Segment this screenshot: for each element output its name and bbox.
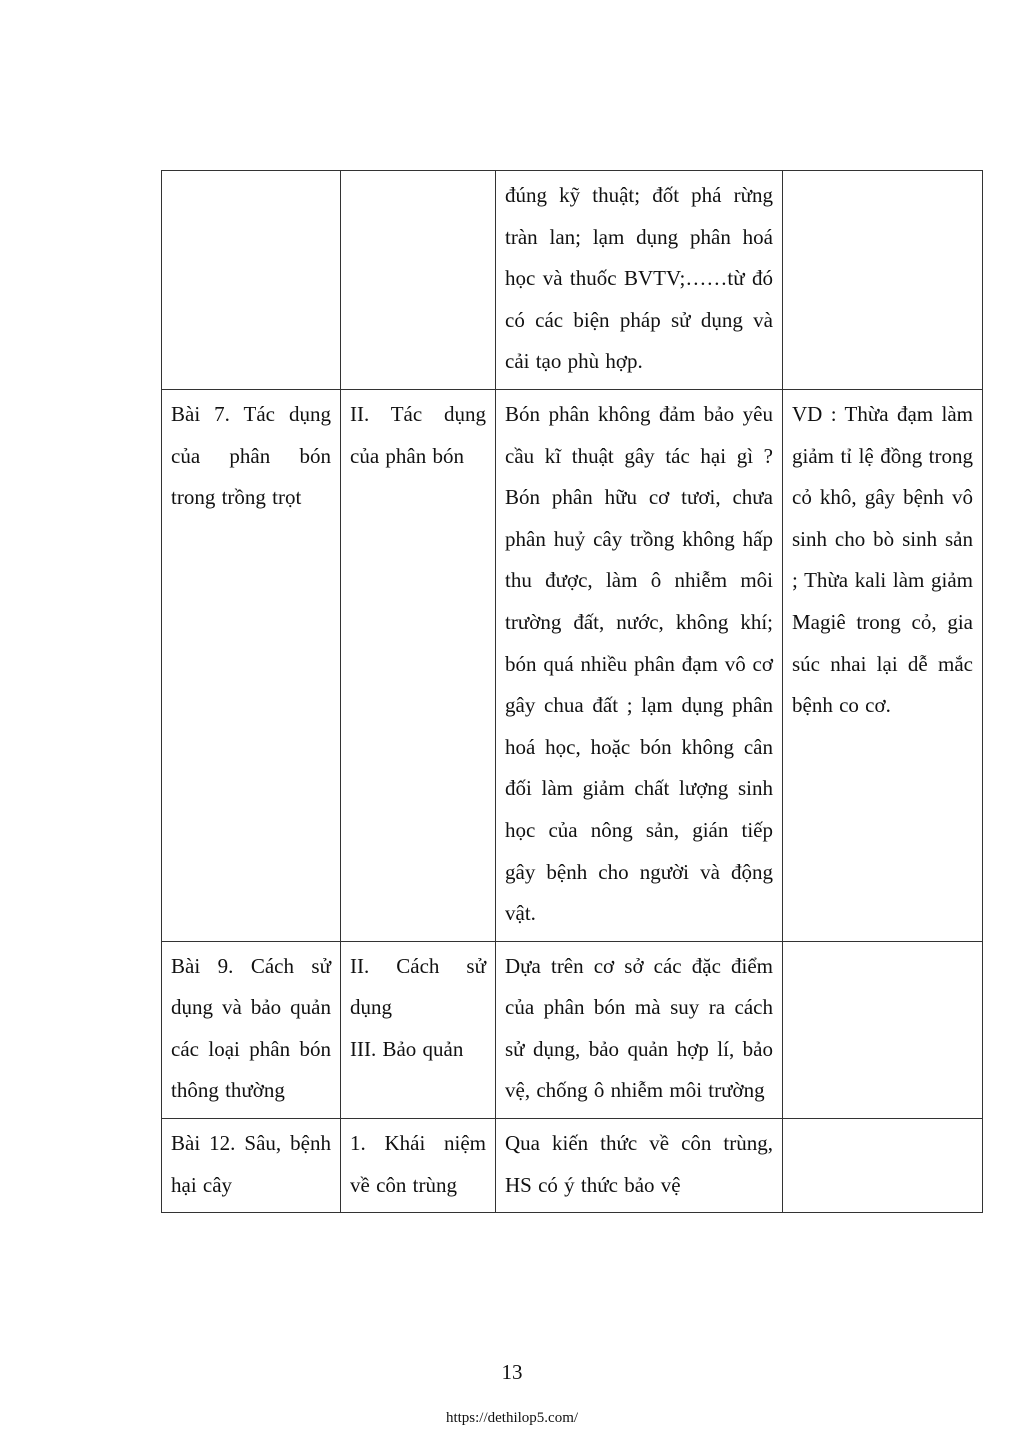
footer-url: https://dethilop5.com/: [445, 1410, 579, 1426]
content-cell: Dựa trên cơ sở các đặc điểm của phân bón mà suy ra cách sử dụng, bảo quản hợp lí, bảo vệ, chống ô nhiễm môi trường: [496, 941, 783, 1118]
content-cell: Qua kiến thức về côn trùng, HS có ý thức bảo vệ: [496, 1119, 783, 1213]
section-line: III. Bảo quản: [350, 1036, 464, 1061]
table-row: [162, 941, 983, 1118]
page-number: 13: [501, 1360, 523, 1384]
example-cell: [783, 171, 983, 390]
section-cell: [341, 171, 496, 390]
table-row: [162, 1119, 983, 1213]
content-cell: đúng kỹ thuật; đốt phá rừng tràn lan; lạm dụng phân hoá học và thuốc BVTV;……từ đó có các biện pháp sử dụng và cải tạo phù hợp.: [496, 171, 783, 390]
example-cell: [783, 1119, 983, 1213]
table-row: [162, 171, 983, 390]
content-table: [161, 170, 983, 1213]
example-cell: VD : Thừa đạm làm giảm tỉ lệ đồng trong cỏ khô, gây bệnh vô sinh cho bò sinh sản ; Thừa kali làm giảm Magiê trong cỏ, gia súc nhai lại dễ mắc bệnh co cơ.: [783, 389, 983, 941]
lesson-cell: Bài 12. Sâu, bệnh hại cây: [162, 1119, 341, 1213]
lesson-cell: Bài 9. Cách sử dụng và bảo quản các loại phân bón thông thường: [162, 941, 341, 1118]
table-row: [162, 389, 983, 941]
section-cell: 1. Khái niệm về côn trùng: [341, 1119, 496, 1213]
example-cell: [783, 941, 983, 1118]
lesson-cell: Bài 7. Tác dụng của phân bón trong trồng trọt: [162, 389, 341, 941]
lesson-cell: [162, 171, 341, 390]
section-cell: [341, 941, 496, 1118]
section-cell: II. Tác dụng của phân bón: [341, 389, 496, 941]
content-cell: Bón phân không đảm bảo yêu cầu kĩ thuật gây tác hại gì ? Bón phân hữu cơ tươi, chưa phân huỷ cây trồng không hấp thu được, làm ô nhiễm môi trường đất, nước, không khí; bón quá nhiều phân đạm vô cơ gây chua đất ; lạm dụng phân hoá học, hoặc bón không cân đối làm giảm chất lượng sinh học của nông sản, gián tiếp gây bệnh cho người và động vật.: [496, 389, 783, 941]
section-line: II. Cách sử dụng: [350, 953, 486, 1020]
